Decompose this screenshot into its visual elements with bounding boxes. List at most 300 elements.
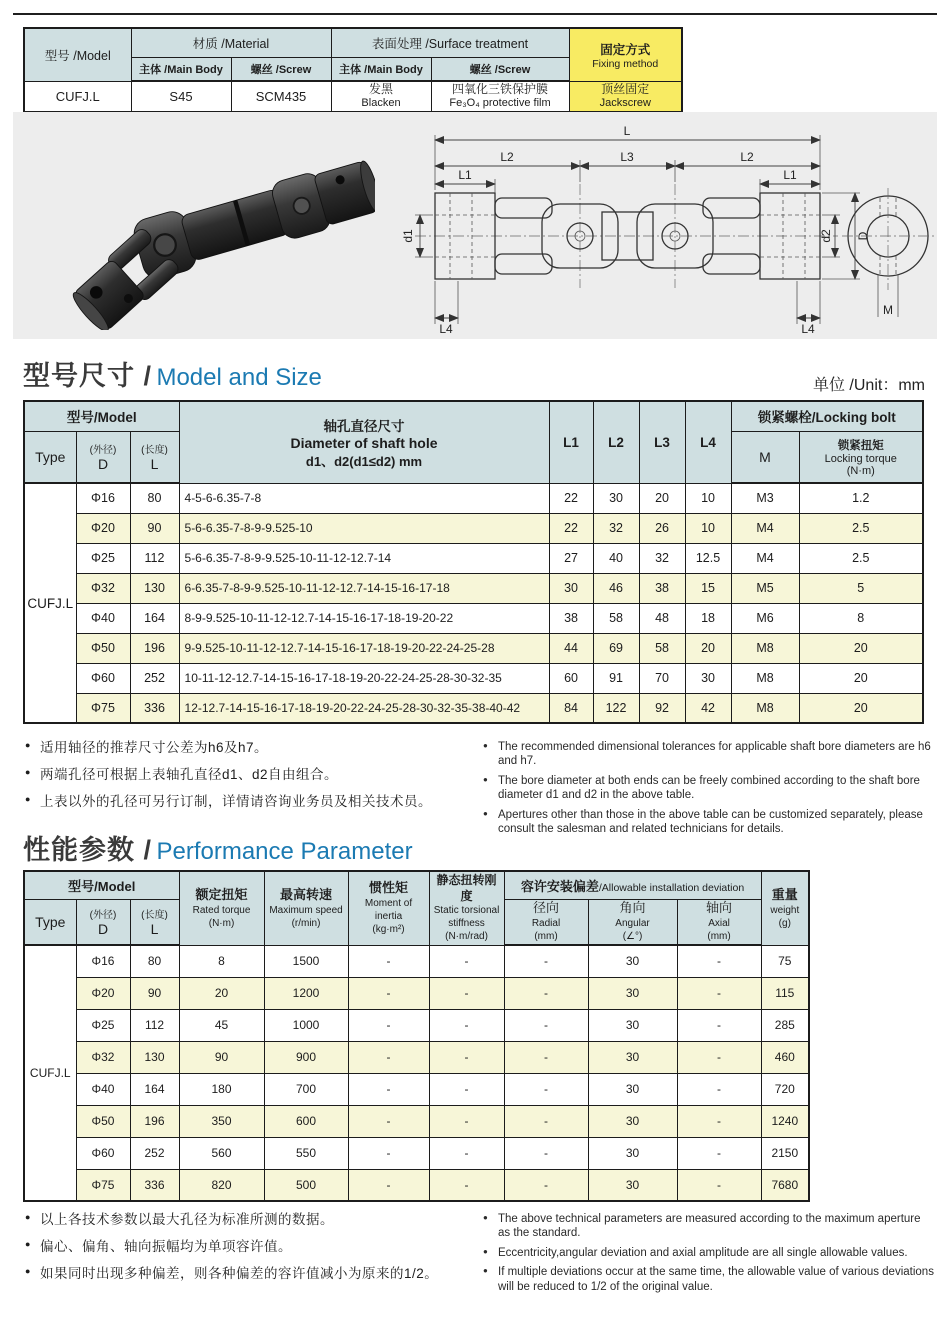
- performance-table: [23, 870, 810, 1202]
- bullet-icon: ●: [25, 1238, 31, 1249]
- cell-torque: 2.5: [799, 513, 923, 543]
- cell-l: 80: [130, 945, 179, 977]
- model-size-table: [23, 400, 924, 724]
- table-row: [24, 945, 809, 977]
- cell-l2: 32: [593, 513, 639, 543]
- size-header-shaft: [179, 401, 549, 483]
- size-header-l1: L1: [549, 401, 593, 483]
- cell-weight: 285: [761, 1009, 809, 1041]
- shaft-header-cn: 轴孔直径尺寸: [323, 418, 405, 434]
- note-item: [25, 792, 465, 813]
- table-row: [24, 603, 923, 633]
- fixing-header-cn: 固定方式: [600, 42, 651, 57]
- cell-stiffness: -: [429, 1009, 504, 1041]
- section-title-performance: [23, 828, 413, 867]
- bullet-icon: ●: [25, 1212, 31, 1222]
- size-header-l2: L2: [593, 401, 639, 483]
- perf-header-stiffness: [429, 871, 504, 945]
- cell-l1: 60: [549, 663, 593, 693]
- size-header-model-group: 型号/Model: [24, 401, 179, 431]
- cell-inertia: -: [348, 977, 429, 1009]
- spec-surface-screw-value: [431, 81, 569, 112]
- cell-inertia: -: [348, 1169, 429, 1201]
- table-row: [24, 1169, 809, 1201]
- l-label: L: [150, 456, 159, 473]
- cell-m: M8: [731, 633, 799, 663]
- radial-unit: (mm): [534, 931, 558, 943]
- cell-l2: 58: [593, 603, 639, 633]
- cell-d: Φ16: [76, 945, 130, 977]
- unit-note: 单位 /Unit：mm: [812, 377, 925, 394]
- spec-subheader-surface-screw: 螺丝 /Screw: [431, 57, 569, 81]
- spec-subheader-surface-body: 主体 /Main Body: [331, 57, 431, 81]
- note-item: [483, 1246, 935, 1260]
- cell-l2: 30: [593, 483, 639, 513]
- section-title-cn: 型号尺寸 /: [23, 361, 153, 391]
- cell-stiffness: -: [429, 945, 504, 977]
- cell-d: Φ60: [76, 663, 130, 693]
- table-row: [24, 1105, 809, 1137]
- table-row: [24, 1137, 809, 1169]
- note-item: [25, 1210, 465, 1231]
- bullet-icon: ●: [483, 1246, 488, 1256]
- cell-angular: 30: [588, 1137, 677, 1169]
- cell-d: Φ20: [76, 513, 130, 543]
- perf-header-type: Type: [24, 899, 76, 945]
- table-row: [24, 977, 809, 1009]
- cell-axial: -: [677, 1169, 761, 1201]
- note-item: [483, 808, 935, 837]
- weight-unit: (g): [778, 917, 791, 929]
- perf-header-torque: [179, 871, 264, 945]
- spec-row: [24, 81, 682, 112]
- cell-torque: 20: [179, 977, 264, 1009]
- spec-surface-body-value: [331, 81, 431, 112]
- cell-d: Φ75: [76, 693, 130, 723]
- deviation-cn: 容许安装偏差: [520, 878, 599, 894]
- cell-inertia: -: [348, 1041, 429, 1073]
- speed-cn: 最高转速: [280, 886, 333, 902]
- radial-cn: 径向: [533, 900, 560, 916]
- perf-header-d: [76, 899, 130, 945]
- note-text: 两端孔径可根据上表轴孔直径d1、d2自由组合。: [40, 766, 339, 782]
- technical-drawing: [390, 118, 935, 338]
- bullet-icon: ●: [483, 1213, 488, 1222]
- cell-m: M8: [731, 663, 799, 693]
- cell-l: 130: [130, 573, 179, 603]
- cell-radial: -: [504, 1137, 588, 1169]
- cell-stiffness: -: [429, 1137, 504, 1169]
- cell-speed: 600: [264, 1105, 348, 1137]
- size-header-type: Type: [24, 431, 76, 483]
- cell-speed: 1000: [264, 1009, 348, 1041]
- bullet-icon: ●: [483, 741, 488, 750]
- cell-d: Φ40: [76, 603, 130, 633]
- cell-speed: 550: [264, 1137, 348, 1169]
- cell-l2: 46: [593, 573, 639, 603]
- note-text: The recommended dimensional tolerances for applicable shaft bore diameters are h6 and h7.: [498, 741, 931, 768]
- cell-m: M4: [731, 513, 799, 543]
- speed-unit: (r/min): [291, 917, 321, 929]
- cell-torque: 180: [179, 1073, 264, 1105]
- cell-inertia: -: [348, 945, 429, 977]
- cell-l1: 30: [549, 573, 593, 603]
- cell-l4: 10: [685, 513, 731, 543]
- cell-angular: 30: [588, 1105, 677, 1137]
- cell-angular: 30: [588, 1073, 677, 1105]
- shaft-header-spec: d1、d2(d1≤d2) mm: [305, 453, 423, 469]
- size-header-bolt-group: 锁紧螺栓/Locking bolt: [731, 401, 923, 431]
- cell-l4: 30: [685, 663, 731, 693]
- torque-en: Locking torque: [824, 452, 897, 465]
- d-label: D: [97, 921, 109, 938]
- axial-unit: (mm): [707, 931, 731, 943]
- spec-material-body-value: S45: [131, 81, 231, 112]
- perf-header-angular: [588, 899, 677, 945]
- cell-axial: -: [677, 1073, 761, 1105]
- torque-unit: (N·m): [846, 464, 875, 477]
- bullet-icon: ●: [25, 740, 31, 750]
- fixing-value-cn: 顶丝固定: [601, 82, 650, 97]
- l-note: (长度): [141, 910, 168, 922]
- cell-m: M6: [731, 603, 799, 633]
- torque-en: Rated torque: [192, 904, 251, 916]
- cell-speed: 1500: [264, 945, 348, 977]
- cell-l2: 69: [593, 633, 639, 663]
- drawing-band: [13, 112, 937, 339]
- cell-l2: 122: [593, 693, 639, 723]
- cell-m: M3: [731, 483, 799, 513]
- cell-d: Φ25: [76, 1009, 130, 1041]
- size-notes-en: [465, 738, 935, 841]
- spec-fixing-value: [569, 81, 682, 112]
- axial-cn: 轴向: [706, 900, 733, 916]
- bullet-icon: ●: [25, 1265, 31, 1276]
- size-header-l3: L3: [639, 401, 685, 483]
- cell-axial: -: [677, 1137, 761, 1169]
- perf-title-en: Performance Parameter: [156, 838, 413, 865]
- product-photo: [25, 130, 375, 330]
- table-row: [24, 573, 923, 603]
- cell-l: 196: [130, 633, 179, 663]
- cell-shaft: 4-5-6-6.35-7-8: [179, 483, 549, 513]
- note-text: If multiple deviations occur at the same time, the allowable value of various deviations will be reduced to 1/2 of the original value.: [498, 1266, 934, 1293]
- cell-stiffness: -: [429, 1073, 504, 1105]
- cell-angular: 30: [588, 1169, 677, 1201]
- dim-label-L4-right: L4: [801, 322, 815, 336]
- cell-l4: 10: [685, 483, 731, 513]
- cell-torque: 350: [179, 1105, 264, 1137]
- cell-torque: 20: [799, 663, 923, 693]
- size-header-l4: L4: [685, 401, 731, 483]
- perf-header-model-group: 型号/Model: [24, 871, 179, 899]
- axial-en: Axial: [708, 918, 730, 930]
- cell-shaft: 10-11-12-12.7-14-15-16-17-18-19-20-22-24-25-28-30-32-35: [179, 663, 549, 693]
- cell-radial: -: [504, 1041, 588, 1073]
- page-top-rule: [13, 13, 937, 15]
- l-note: (长度): [141, 445, 168, 457]
- size-header-d: [76, 431, 130, 483]
- cell-l3: 70: [639, 663, 685, 693]
- dim-label-M: M: [883, 303, 893, 317]
- cell-d: Φ60: [76, 1137, 130, 1169]
- cell-stiffness: -: [429, 977, 504, 1009]
- bullet-icon: ●: [483, 1266, 488, 1276]
- table-row: [24, 513, 923, 543]
- cell-l: 164: [130, 603, 179, 633]
- note-text: 如果同时出现多种偏差，则各种偏差的容许值减小为原来的1/2。: [40, 1265, 439, 1281]
- bullet-icon: ●: [483, 774, 488, 784]
- note-item: [25, 1264, 465, 1285]
- inertia-unit: (kg·m²): [372, 924, 405, 936]
- cell-stiffness: -: [429, 1169, 504, 1201]
- cell-weight: 7680: [761, 1169, 809, 1201]
- torque-unit: (N·m): [208, 917, 235, 929]
- table-row: [24, 633, 923, 663]
- cell-d: Φ40: [76, 1073, 130, 1105]
- perf-notes: [25, 1210, 935, 1299]
- note-item: [483, 1212, 935, 1241]
- cell-l3: 38: [639, 573, 685, 603]
- table-row: [24, 1073, 809, 1105]
- dim-label-D: D: [856, 231, 870, 241]
- cell-l1: 27: [549, 543, 593, 573]
- spec-header-fixing: [569, 28, 682, 81]
- cell-inertia: -: [348, 1105, 429, 1137]
- cell-l: 80: [130, 483, 179, 513]
- cell-shaft: 5-6-6.35-7-8-9-9.525-10-11-12-12.7-14: [179, 543, 549, 573]
- note-text: Apertures other than those in the above table can be customized separately, please consult the salesman and related technicians for details.: [498, 808, 923, 835]
- bullet-icon: ●: [483, 808, 488, 818]
- cell-weight: 460: [761, 1041, 809, 1073]
- cell-shaft: 6-6.35-7-8-9-9.525-10-11-12-12.7-14-15-16-17-18: [179, 573, 549, 603]
- perf-header-radial: [504, 899, 588, 945]
- cell-d: Φ75: [76, 1169, 130, 1201]
- spec-material-screw-value: SCM435: [231, 81, 331, 112]
- size-header-l: [130, 431, 179, 483]
- cell-l4: 20: [685, 633, 731, 663]
- bullet-icon: ●: [25, 766, 31, 777]
- d-label: D: [97, 456, 109, 473]
- size-table-body: [24, 483, 923, 723]
- cell-l: 252: [130, 663, 179, 693]
- size-header-m: M: [731, 431, 799, 483]
- cell-radial: -: [504, 1073, 588, 1105]
- cell-l3: 26: [639, 513, 685, 543]
- cell-m: M4: [731, 543, 799, 573]
- l-label: L: [150, 921, 159, 938]
- cell-angular: 30: [588, 945, 677, 977]
- cell-m: M8: [731, 693, 799, 723]
- note-text: The bore diameter at both ends can be freely combined according to the shaft bore diameter d1 and d2 in the above table.: [498, 774, 920, 802]
- spec-subheader-material-screw: 螺丝 /Screw: [231, 57, 331, 81]
- size-notes: [25, 738, 935, 841]
- cell-axial: -: [677, 1041, 761, 1073]
- cell-axial: -: [677, 977, 761, 1009]
- note-item: [25, 1237, 465, 1258]
- cell-shaft: 12-12.7-14-15-16-17-18-19-20-22-24-25-28-30-32-35-38-40-42: [179, 693, 549, 723]
- note-text: The above technical parameters are measured according to the maximum aperture as the standard.: [498, 1213, 921, 1240]
- stiffness-cn: 静态扭转刚度: [436, 873, 497, 903]
- inertia-cn: 惯性矩: [369, 880, 409, 896]
- cell-torque: 1.2: [799, 483, 923, 513]
- d-note: (外径): [89, 445, 117, 457]
- cell-torque: 90: [179, 1041, 264, 1073]
- perf-header-axial: [677, 899, 761, 945]
- cell-stiffness: -: [429, 1105, 504, 1137]
- cell-angular: 30: [588, 1009, 677, 1041]
- table-row: [24, 663, 923, 693]
- cell-axial: -: [677, 1105, 761, 1137]
- dim-label-d1: d1: [401, 229, 415, 243]
- cell-torque: 8: [799, 603, 923, 633]
- cell-torque: 20: [799, 633, 923, 663]
- note-item: [25, 765, 465, 786]
- table-row: [24, 693, 923, 723]
- model-type-cell: CUFJ.L: [24, 945, 76, 1201]
- spec-table: [23, 27, 683, 113]
- perf-table-body: [24, 945, 809, 1201]
- cell-l3: 92: [639, 693, 685, 723]
- table-row: [24, 1041, 809, 1073]
- cell-l1: 44: [549, 633, 593, 663]
- cell-l1: 22: [549, 483, 593, 513]
- dim-label-L1-right: L1: [783, 168, 797, 182]
- cell-radial: -: [504, 1105, 588, 1137]
- dim-label-d2: d2: [819, 229, 833, 243]
- note-item: [25, 738, 465, 759]
- perf-header-inertia: [348, 871, 429, 945]
- cell-l3: 58: [639, 633, 685, 663]
- note-text: Eccentricity,angular deviation and axial amplitude are all single allowable values.: [498, 1246, 908, 1259]
- weight-en: weight: [770, 904, 800, 916]
- fixing-value-en: Jackscrew: [599, 96, 651, 109]
- spec-header-model: 型号 /Model: [24, 28, 131, 81]
- cell-l1: 84: [549, 693, 593, 723]
- cell-shaft: 8-9-9.525-10-11-12-12.7-14-15-16-17-18-19-20-22: [179, 603, 549, 633]
- deviation-en: /Allowable installation deviation: [598, 881, 745, 894]
- cell-inertia: -: [348, 1009, 429, 1041]
- dim-label-L2-left: L2: [500, 150, 514, 164]
- angular-unit: (∠°): [622, 931, 643, 943]
- torque-cn: 额定扭矩: [195, 886, 248, 902]
- cell-speed: 1200: [264, 977, 348, 1009]
- size-header-torque: [799, 431, 923, 483]
- perf-header-weight: [761, 871, 809, 945]
- cell-radial: -: [504, 945, 588, 977]
- section-title-model-size: [23, 354, 322, 393]
- note-text: 适用轴径的推荐尺寸公差为h6及h7。: [40, 740, 269, 755]
- cell-l: 196: [130, 1105, 179, 1137]
- cell-m: M5: [731, 573, 799, 603]
- cell-d: Φ50: [76, 633, 130, 663]
- cell-inertia: -: [348, 1073, 429, 1105]
- cell-axial: -: [677, 945, 761, 977]
- cell-torque: 20: [799, 693, 923, 723]
- surface-body-en: Blacken: [361, 97, 401, 110]
- size-notes-cn: [25, 738, 465, 841]
- cell-l: 90: [130, 513, 179, 543]
- surface-screw-cn: 四氧化三铁保护膜: [451, 82, 548, 97]
- model-type-cell: CUFJ.L: [24, 483, 76, 723]
- spec-header-material: 材质 /Material: [131, 28, 331, 57]
- speed-en: Maximum speed: [269, 904, 343, 916]
- perf-header-speed: [264, 871, 348, 945]
- cell-l: 130: [130, 1041, 179, 1073]
- section-title-en: Model and Size: [156, 364, 322, 391]
- surface-body-cn: 发黑: [368, 82, 393, 97]
- note-text: 上表以外的孔径可另行订制，详情请咨询业务员及相关技术员。: [40, 793, 432, 809]
- cell-inertia: -: [348, 1137, 429, 1169]
- torque-cn: 锁紧扭矩: [837, 439, 884, 452]
- shaft-header-en: Diameter of shaft hole: [290, 434, 438, 451]
- cell-d: Φ32: [76, 1041, 130, 1073]
- cell-torque: 45: [179, 1009, 264, 1041]
- cell-d: Φ20: [76, 977, 130, 1009]
- perf-notes-cn: [25, 1210, 465, 1299]
- cell-d: Φ16: [76, 483, 130, 513]
- bullet-icon: ●: [25, 793, 31, 804]
- cell-stiffness: -: [429, 1041, 504, 1073]
- cell-l: 90: [130, 977, 179, 1009]
- cell-angular: 30: [588, 1041, 677, 1073]
- perf-header-l: [130, 899, 179, 945]
- cell-l4: 42: [685, 693, 731, 723]
- cell-weight: 75: [761, 945, 809, 977]
- stiffness-unit: (N·m/rad): [445, 931, 488, 943]
- fixing-header-en: Fixing method: [592, 57, 659, 70]
- cell-l: 112: [130, 543, 179, 573]
- cell-shaft: 5-6-6.35-7-8-9-9.525-10: [179, 513, 549, 543]
- cell-torque: 820: [179, 1169, 264, 1201]
- spec-subheader-material-body: 主体 /Main Body: [131, 57, 231, 81]
- cell-speed: 700: [264, 1073, 348, 1105]
- cell-l2: 40: [593, 543, 639, 573]
- cell-torque: 8: [179, 945, 264, 977]
- cell-l4: 15: [685, 573, 731, 603]
- spec-model-value: CUFJ.L: [24, 81, 131, 112]
- cell-l: 164: [130, 1073, 179, 1105]
- perf-notes-en: [465, 1210, 935, 1299]
- cell-l1: 38: [549, 603, 593, 633]
- cell-torque: 560: [179, 1137, 264, 1169]
- spec-header-surface: 表面处理 /Surface treatment: [331, 28, 569, 57]
- weight-cn: 重量: [771, 886, 798, 902]
- cell-speed: 900: [264, 1041, 348, 1073]
- cell-weight: 1240: [761, 1105, 809, 1137]
- cell-axial: -: [677, 1009, 761, 1041]
- cell-d: Φ25: [76, 543, 130, 573]
- cell-l: 336: [130, 693, 179, 723]
- cell-l2: 91: [593, 663, 639, 693]
- cell-l: 336: [130, 1169, 179, 1201]
- table-row: [24, 543, 923, 573]
- cell-l1: 22: [549, 513, 593, 543]
- note-item: [483, 740, 935, 769]
- cell-l3: 48: [639, 603, 685, 633]
- cell-angular: 30: [588, 977, 677, 1009]
- cell-weight: 2150: [761, 1137, 809, 1169]
- dim-label-L3: L3: [620, 150, 634, 164]
- cell-l3: 20: [639, 483, 685, 513]
- stiffness-en: Static torsional stiffness: [433, 905, 500, 930]
- note-item: [483, 1265, 935, 1294]
- cell-radial: -: [504, 1169, 588, 1201]
- radial-en: Radial: [531, 918, 561, 930]
- cell-radial: -: [504, 1009, 588, 1041]
- table-row: [24, 1009, 809, 1041]
- cell-radial: -: [504, 977, 588, 1009]
